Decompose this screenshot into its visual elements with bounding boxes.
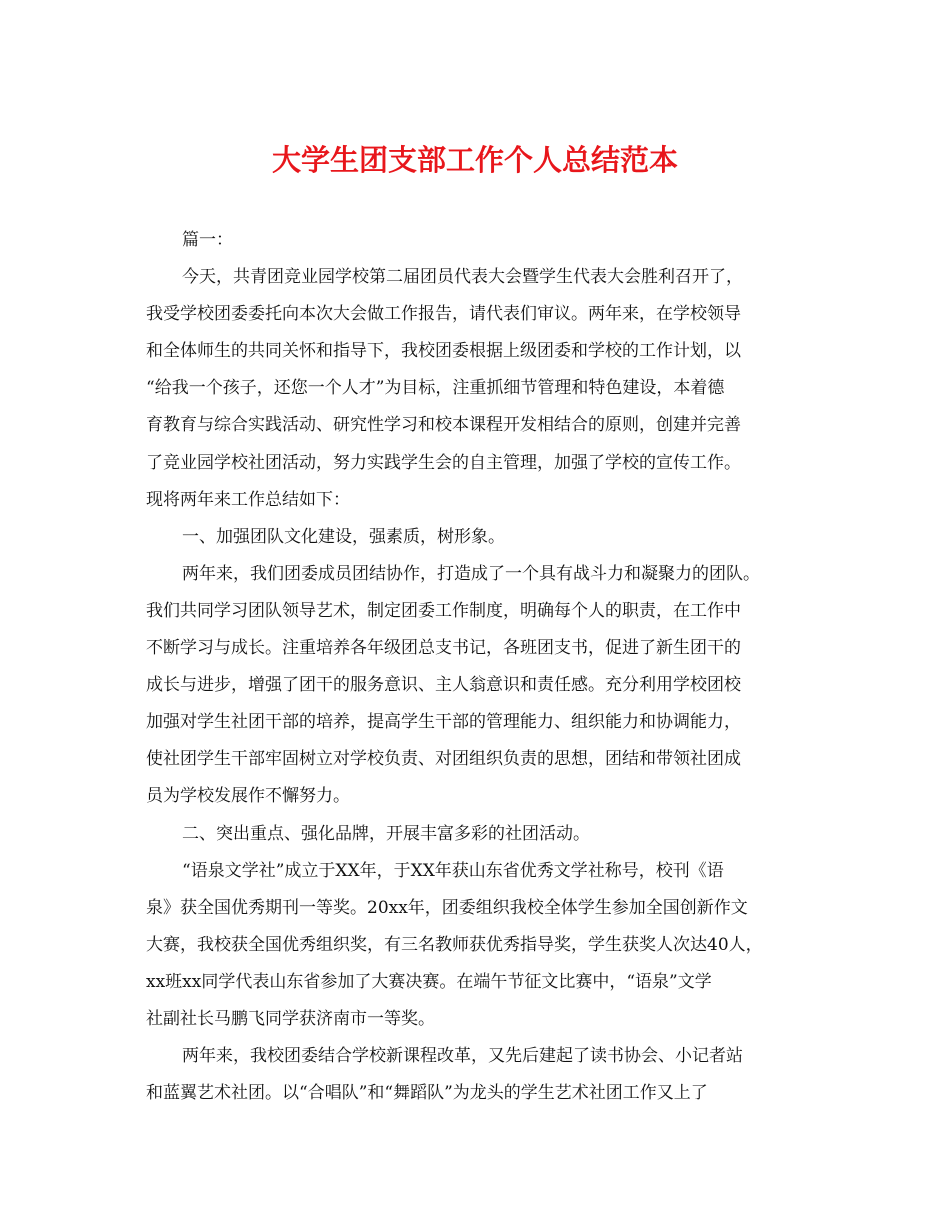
paragraph-line: 不断学习与成长。注重培养各年级团总支书记，各班团支书，促进了新生团干的 bbox=[146, 638, 741, 659]
paragraph-line: 员为学校发展作不懈努力。 bbox=[146, 786, 350, 807]
paragraph-line: 加强对学生社团干部的培养，提高学生干部的管理能力、组织能力和协调能力， bbox=[146, 712, 741, 733]
paragraph-line: 社副社长马鹏飞同学获济南市一等奖。 bbox=[146, 1008, 435, 1029]
paragraph-line: 两年来，我们团委成员团结协作，打造成了一个具有战斗力和凝聚力的团队。 bbox=[182, 563, 760, 584]
document-body bbox=[146, 222, 826, 1112]
paragraph-line: 了竞业园学校社团活动，努力实践学生会的自主管理，加强了学校的宣传工作。 bbox=[146, 452, 741, 473]
paragraph-line: 大赛，我校获全国优秀组织奖，有三名教师获优秀指导奖，学生获奖人次达40人， bbox=[146, 934, 763, 955]
paragraph-line: 今天，共青团竞业园学校第二届团员代表大会暨学生代表大会胜利召开了， bbox=[182, 267, 743, 288]
paragraph-line: “给我一个孩子，还您一个人才”为目标，注重抓细节管理和特色建设，本着德 bbox=[146, 378, 725, 399]
paragraph-line: 我受学校团委委托向本次大会做工作报告，请代表们审议。两年来，在学校领导 bbox=[146, 304, 741, 325]
paragraph-line: 现将两年来工作总结如下： bbox=[146, 489, 350, 510]
paragraph-line: “语泉文学社”成立于XX年，于XX年获山东省优秀文学社称号，校刊《语 bbox=[182, 860, 724, 881]
section-heading: 二、突出重点、强化品牌，开展丰富多彩的社团活动。 bbox=[182, 823, 590, 844]
paragraph-line: 我们共同学习团队领导艺术，制定团委工作制度，明确每个人的职责，在工作中 bbox=[146, 600, 741, 621]
section-heading: 一、加强团队文化建设，强素质，树形象。 bbox=[182, 526, 505, 547]
paragraph-line: xx班xx同学代表山东省参加了大赛决赛。在端午节征文比赛中，“语泉”文学 bbox=[146, 971, 712, 992]
paragraph-line: 和全体师生的共同关怀和指导下，我校团委根据上级团委和学校的工作计划，以 bbox=[146, 341, 741, 362]
section-label: 篇一： bbox=[182, 230, 233, 250]
paragraph-line: 成长与进步，增强了团干的服务意识、主人翁意识和责任感。充分利用学校团校 bbox=[146, 675, 741, 696]
paragraph-line: 泉》获全国优秀期刊一等奖。20xx年，团委组织我校全体学生参加全国创新作文 bbox=[146, 897, 748, 918]
paragraph-line: 育教育与综合实践活动、研究性学习和校本课程开发相结合的原则，创建并完善 bbox=[146, 415, 741, 436]
paragraph-line: 使社团学生干部牢固树立对学校负责、对团组织负责的思想，团结和带领社团成 bbox=[146, 749, 741, 770]
document-title: 大学生团支部工作个人总结范本 bbox=[271, 143, 678, 177]
paragraph-line: 和蓝翼艺术社团。以“合唱队”和“舞蹈队”为龙头的学生艺术社团工作又上了 bbox=[146, 1083, 708, 1104]
paragraph-line: 两年来，我校团委结合学校新课程改革，又先后建起了读书协会、小记者站 bbox=[182, 1046, 743, 1067]
